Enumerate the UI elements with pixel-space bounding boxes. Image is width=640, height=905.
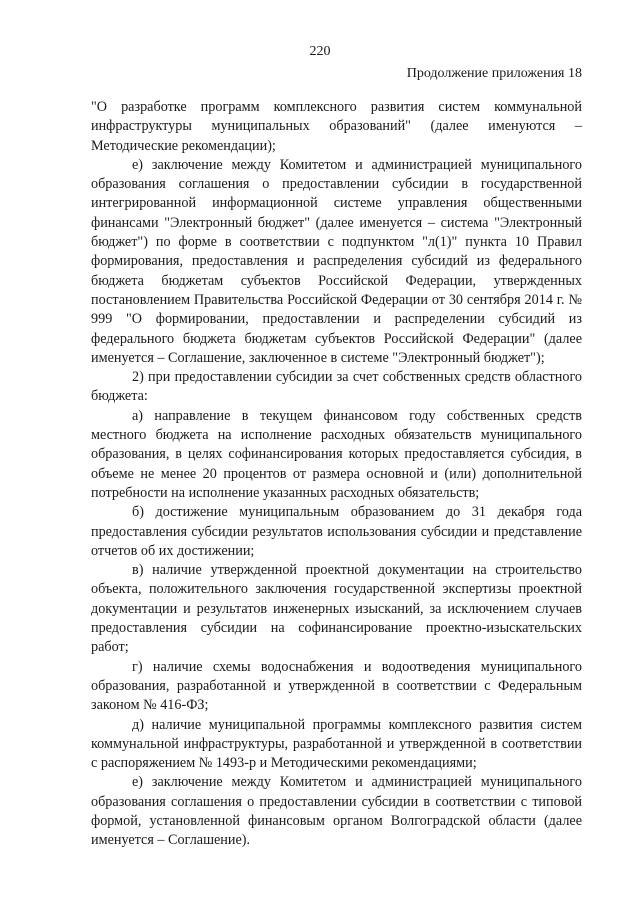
paragraph-methodical-recommendations: "О разработке программ комплексного развития систем коммунальной инфраструктуры муниципальных образований" (далее именуются – Методические рекомендации);	[91, 99, 582, 154]
appendix-continuation-note: Продолжение приложения 18	[406, 66, 582, 81]
paragraph-item-b-results: б) достижение муниципальным образованием до 31 декабря года предоставления субсидии результатов использования субсидии и представление отчетов об их достижении;	[91, 504, 582, 559]
paragraph-item-d-municipal-program: д) наличие муниципальной программы комплексного развития систем коммунальной инфраструктуры, разработанной и утвержденной в соответствии с распоряжением № 1493-р и Методическими рекомендациями;	[91, 716, 582, 772]
paragraph-item-2-regional-budget: 2) при предоставлении субсидии за счет собственных средств областного бюджета:	[91, 369, 582, 405]
paragraph-item-e-agreement: е) заключение между Комитетом и администрацией муниципального образования соглашения о предоставлении субсидии в соответствии с типовой формой, установленной финансовым органом Волгоградской области (далее именуется – Соглашение).	[91, 774, 582, 849]
paragraph-item-a-local-budget: а) направление в текущем финансовом году собственных средств местного бюджета на исполнение расходных обязательств муниципального образования, в целях софинансирования которых предоставляется субсидия, в объеме не менее 20 процентов от размера основной и (или) дополнительной потребности на исполнение указанных расходных обязательств;	[91, 407, 582, 501]
paragraph-item-v-project-documentation: в) наличие утвержденной проектной документации на строительство объекта, положительного заключения государственной экспертизы проектной документации и результатов инженерных изысканий, за исключением случаев предоставления субсидии на софинансирование проектно-изыскательских работ;	[91, 562, 582, 656]
page-number: 220	[309, 44, 331, 59]
paragraph-item-e-electronic-budget: е) заключение между Комитетом и администрацией муниципального образования соглашения о предоставлении субсидии в государственной интегрированной информационной системе управления общественными финансами "Электронный бюджет" (далее именуется – система "Электронный бюджет") по форме в соответствии с подпунктом "л(1)" пункта 10 Правил формирования, предоставления и распределения субсидий из федерального бюджета бюджетам субъектов Российской Федерации, утвержденных постановлением Правительства Российской Федерации от 30 сентября 2014 г. № 999 "О формировании, предоставлении и распределении субсидий из федерального бюджета бюджетам субъектов Российской Федерации" (далее именуется – Соглашение, заключенное в системе "Электронный бюджет");	[91, 156, 582, 366]
document-body	[91, 98, 582, 851]
paragraph-item-g-water-scheme: г) наличие схемы водоснабжения и водоотведения муниципального образования, разработанной и утвержденной в соответствии с Федеральным законом № 416-ФЗ;	[91, 658, 582, 714]
